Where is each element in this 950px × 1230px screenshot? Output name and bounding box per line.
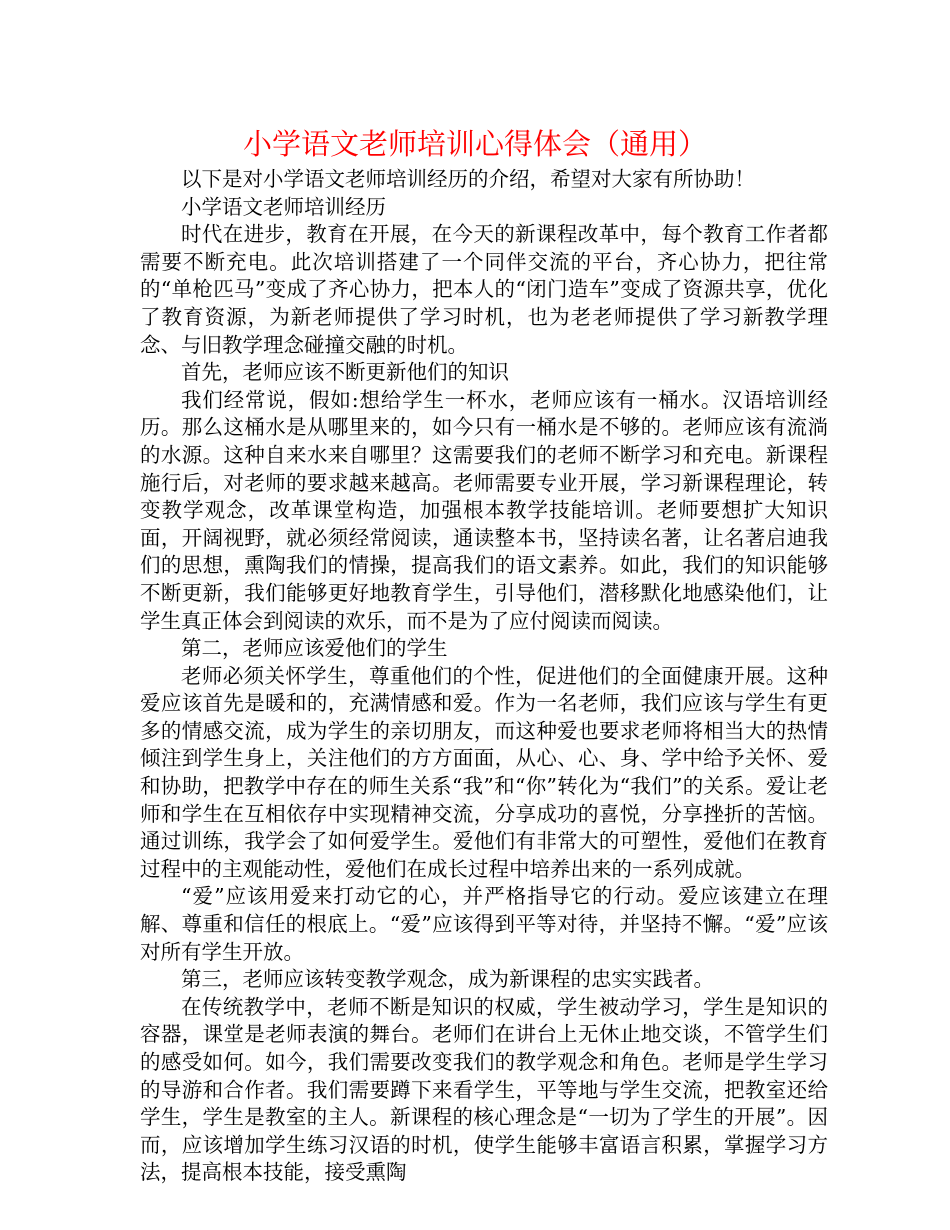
section-heading-first: 首先，老师应该不断更新他们的知识: [181, 360, 509, 385]
section-heading-third: 第三，老师应该转变教学观念，成为新课程的忠实实践者。: [181, 967, 714, 992]
subheading: 小学语文老师培训经历: [181, 194, 386, 219]
body-paragraph: “爱”应该用爱来打动它的心，并严格指导它的行动。爱应该建立在理解、尊重和信任的根底上。“爱”应该得到平等对待，并坚持不懈。“爱”应该对所有学生开放。: [140, 884, 828, 964]
document-body: [140, 166, 828, 1187]
document-title: 小学语文老师培训心得体会（通用）: [242, 127, 707, 161]
body-paragraph: 老师必须关怀学生，尊重他们的个性，促进他们的全面健康开展。这种爱应该首先是暖和的，充满情感和爱。作为一名老师，我们应该与学生有更多的情感交流，成为学生的亲切朋友，而这种爱也要求老师将相当大的热情倾注到学生身上，关注他们的方方面面，从心、心、身、学中给予关怀、爱和协助，把教学中存在的师生关系“我”和“你”转化为“我们”的关系。爱让老师和学生在互相依存中实现精神交流，分享成功的喜悦，分享挫折的苦恼。通过训练，我学会了如何爱学生。爱他们有非常大的可塑性，爱他们在教育过程中的主观能动性，爱他们在成长过程中培养出来的一系列成就。: [140, 663, 828, 881]
intro-paragraph: 以下是对小学语文老师培训经历的介绍，希望对大家有所协助！: [181, 167, 755, 191]
body-paragraph: 我们经常说，假如:想给学生一杯水，老师应该有一桶水。汉语培训经历。那么这桶水是从哪里来的，如今只有一桶水是不够的。老师应该有流淌的水源。这种自来水来自哪里？这需要我们的老师不断学习和充电。新课程施行后，对老师的要求越来越高。老师需要专业开展，学习新课程理论，转变教学观念，改革课堂构造，加强根本教学技能培训。老师要想扩大知识面，开阔视野，就必须经常阅读，通读整本书，坚持读名著，让名著启迪我们的思想，熏陶我们的情操，提高我们的语文素养。如此，我们的知识能够不断更新，我们能够更好地教育学生，引导他们，潜移默化地感染他们，让学生真正体会到阅读的欢乐，而不是为了应付阅读而阅读。: [140, 387, 828, 633]
body-paragraph: 时代在进步，教育在开展，在今天的新课程改革中，每个教育工作者都需要不断充电。此次培训搭建了一个同伴交流的平台，齐心协力，把往常的“单枪匹马”变成了齐心协力，把本人的“闭门造车”变成了资源共享，优化了教育资源，为新老师提供了学习时机，也为老老师提供了学习新教学理念、与旧教学理念碰撞交融的时机。: [140, 222, 828, 357]
body-paragraph: 在传统教学中，老师不断是知识的权威，学生被动学习，学生是知识的容器，课堂是老师表演的舞台。老师们在讲台上无休止地交谈，不管学生们的感受如何。如今，我们需要改变我们的教学观念和角色。老师是学生学习的导游和合作者。我们需要蹲下来看学生，平等地与学生交流，把教室还给学生，学生是教室的主人。新课程的核心理念是“一切为了学生的开展”。因而，应该增加学生练习汉语的时机，使学生能够丰富语言积累，掌握学习方法，提高根本技能，接受熏陶: [140, 994, 828, 1185]
section-heading-second: 第二，老师应该爱他们的学生: [181, 636, 448, 661]
